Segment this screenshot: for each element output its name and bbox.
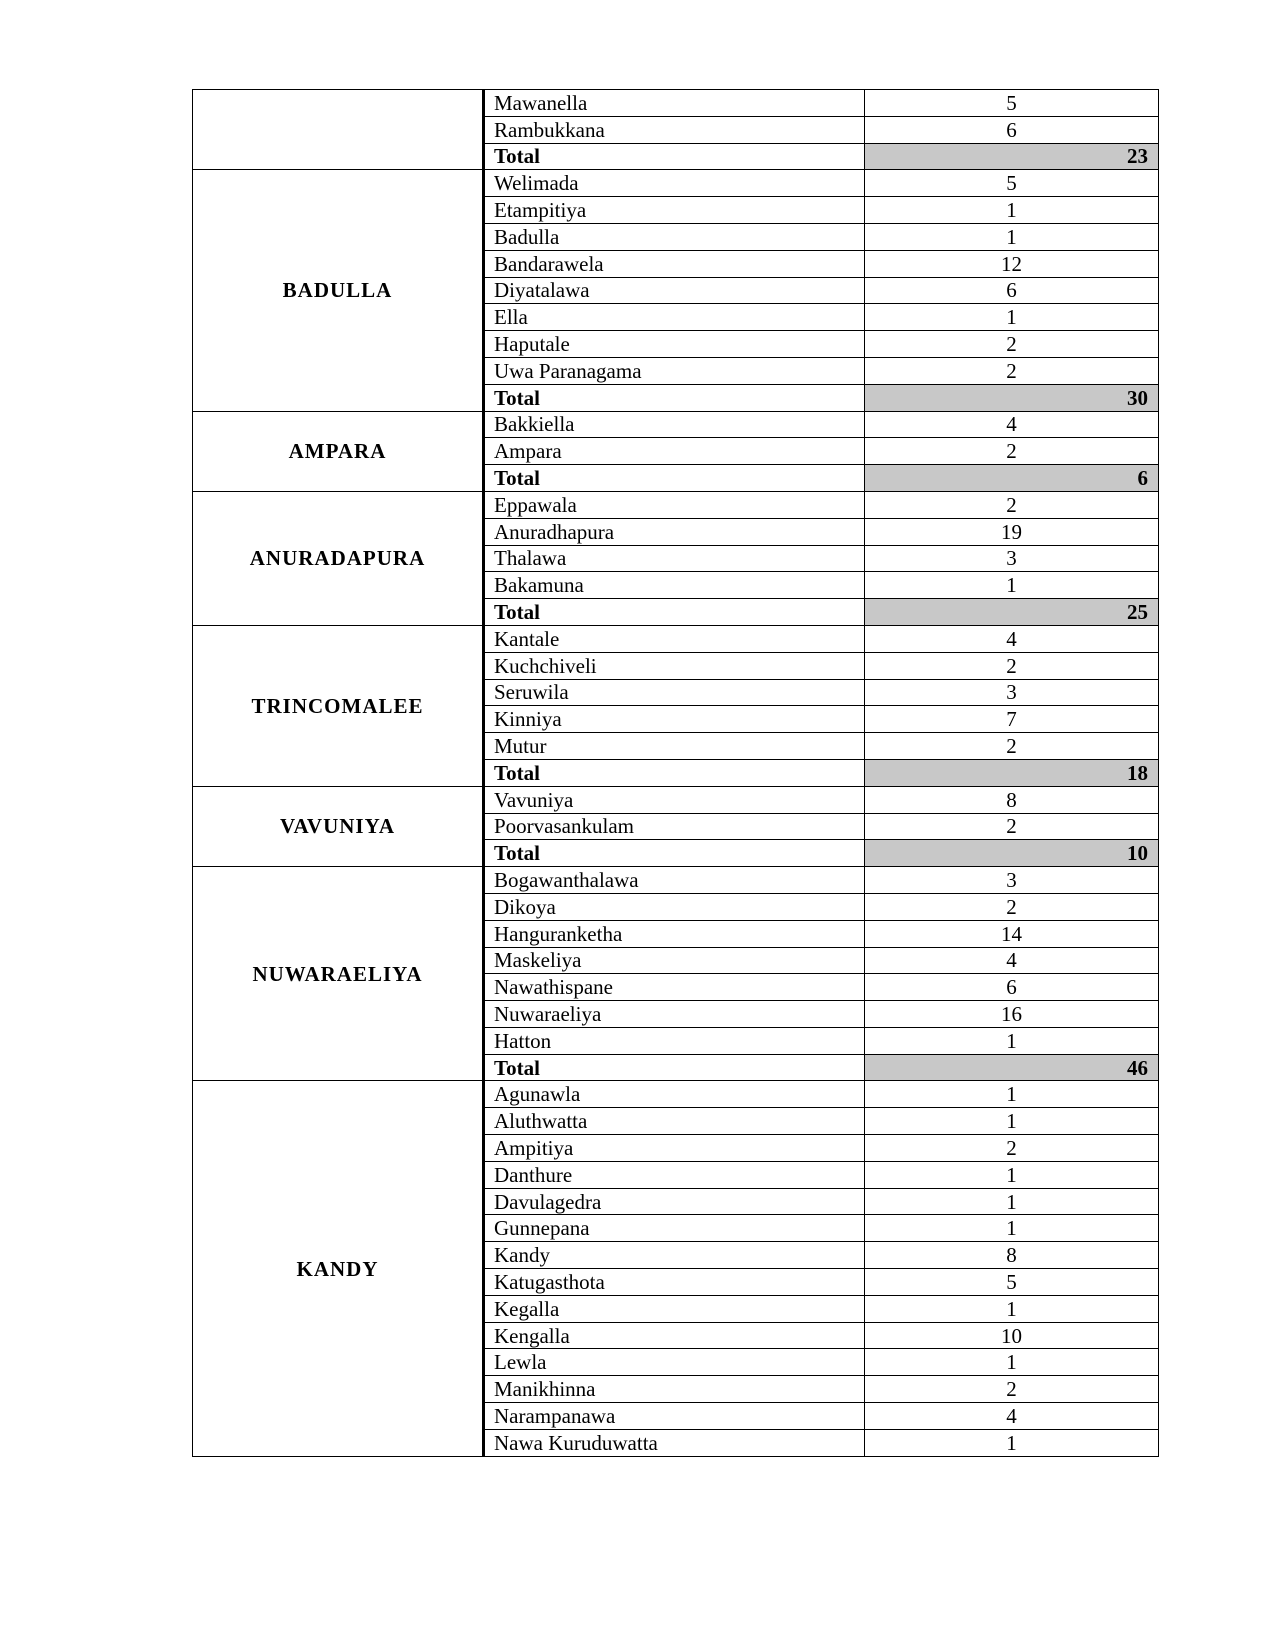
count-cell: 1 [865,1295,1159,1322]
count-cell: 2 [865,438,1159,465]
town-cell: Haputale [484,331,865,358]
town-cell: Kandy [484,1242,865,1269]
town-cell: Ampara [484,438,865,465]
total-label: Total [484,599,865,626]
town-cell: Etampitiya [484,197,865,224]
table-row [193,491,1159,518]
total-value: 30 [865,384,1159,411]
count-cell: 1 [865,197,1159,224]
count-cell: 1 [865,304,1159,331]
table-row [193,867,1159,894]
count-cell: 10 [865,1322,1159,1349]
count-cell: 3 [865,867,1159,894]
town-cell: Hanguranketha [484,920,865,947]
table-body [193,90,1159,1457]
town-cell: Badulla [484,223,865,250]
count-cell: 1 [865,1349,1159,1376]
table-row [193,625,1159,652]
count-cell: 5 [865,170,1159,197]
town-cell: Bakamuna [484,572,865,599]
town-cell: Danthure [484,1161,865,1188]
count-cell: 2 [865,1376,1159,1403]
table-row [193,170,1159,197]
town-cell: Hatton [484,1027,865,1054]
count-cell: 2 [865,733,1159,760]
town-cell: Ampitiya [484,1135,865,1162]
town-cell: Nawa Kuruduwatta [484,1429,865,1456]
town-cell: Diyatalawa [484,277,865,304]
town-cell: Dikoya [484,893,865,920]
count-cell: 5 [865,1269,1159,1296]
town-cell: Kantale [484,625,865,652]
count-cell: 2 [865,491,1159,518]
town-cell: Aluthwatta [484,1108,865,1135]
count-cell: 1 [865,1108,1159,1135]
count-cell: 6 [865,116,1159,143]
town-cell: Kinniya [484,706,865,733]
count-cell: 1 [865,223,1159,250]
count-cell: 1 [865,1215,1159,1242]
town-cell: Kengalla [484,1322,865,1349]
town-cell: Katugasthota [484,1269,865,1296]
table-row [193,786,1159,813]
total-label: Total [484,840,865,867]
town-cell: Vavuniya [484,786,865,813]
count-cell: 2 [865,357,1159,384]
count-cell: 2 [865,1135,1159,1162]
town-cell: Nuwaraeliya [484,1001,865,1028]
district-cell [193,90,484,170]
town-cell: Gunnepana [484,1215,865,1242]
town-cell: Kuchchiveli [484,652,865,679]
table-row [193,411,1159,438]
town-cell: Lewla [484,1349,865,1376]
count-cell: 1 [865,1027,1159,1054]
total-value: 10 [865,840,1159,867]
town-cell: Anuradhapura [484,518,865,545]
total-label: Total [484,1054,865,1081]
count-cell: 7 [865,706,1159,733]
town-cell: Maskeliya [484,947,865,974]
town-cell: Seruwila [484,679,865,706]
count-cell: 2 [865,652,1159,679]
count-cell: 3 [865,679,1159,706]
count-cell: 19 [865,518,1159,545]
district-cell: AMPARA [193,411,484,491]
town-cell: Rambukkana [484,116,865,143]
town-cell: Davulagedra [484,1188,865,1215]
count-cell: 8 [865,1242,1159,1269]
town-cell: Agunawla [484,1081,865,1108]
district-cell: BADULLA [193,170,484,411]
district-cell: VAVUNIYA [193,786,484,866]
town-cell: Welimada [484,170,865,197]
count-cell: 2 [865,813,1159,840]
table-row [193,1081,1159,1108]
total-label: Total [484,465,865,492]
count-cell: 1 [865,1161,1159,1188]
town-cell: Uwa Paranagama [484,357,865,384]
town-cell: Kegalla [484,1295,865,1322]
town-cell: Ella [484,304,865,331]
count-cell: 2 [865,893,1159,920]
count-cell: 6 [865,277,1159,304]
count-cell: 6 [865,974,1159,1001]
district-cell: ANURADAPURA [193,491,484,625]
town-cell: Mutur [484,733,865,760]
district-cell: NUWARAELIYA [193,867,484,1081]
count-cell: 4 [865,1403,1159,1430]
town-cell: Thalawa [484,545,865,572]
total-label: Total [484,143,865,170]
town-cell: Manikhinna [484,1376,865,1403]
town-cell: Bogawanthalawa [484,867,865,894]
total-value: 23 [865,143,1159,170]
district-cell: KANDY [193,1081,484,1456]
count-cell: 2 [865,331,1159,358]
count-cell: 1 [865,1429,1159,1456]
total-label: Total [484,384,865,411]
town-cell: Nawathispane [484,974,865,1001]
total-value: 6 [865,465,1159,492]
town-cell: Narampanawa [484,1403,865,1430]
count-cell: 4 [865,625,1159,652]
count-cell: 14 [865,920,1159,947]
total-value: 46 [865,1054,1159,1081]
district-town-table [192,89,1159,1457]
town-cell: Bakkiella [484,411,865,438]
count-cell: 4 [865,411,1159,438]
town-cell: Poorvasankulam [484,813,865,840]
count-cell: 3 [865,545,1159,572]
count-cell: 5 [865,90,1159,117]
count-cell: 1 [865,572,1159,599]
total-value: 18 [865,759,1159,786]
total-label: Total [484,759,865,786]
town-cell: Bandarawela [484,250,865,277]
district-cell: TRINCOMALEE [193,625,484,786]
town-cell: Mawanella [484,90,865,117]
count-cell: 16 [865,1001,1159,1028]
count-cell: 12 [865,250,1159,277]
count-cell: 8 [865,786,1159,813]
town-cell: Eppawala [484,491,865,518]
count-cell: 1 [865,1081,1159,1108]
total-value: 25 [865,599,1159,626]
count-cell: 1 [865,1188,1159,1215]
table-row [193,90,1159,117]
count-cell: 4 [865,947,1159,974]
